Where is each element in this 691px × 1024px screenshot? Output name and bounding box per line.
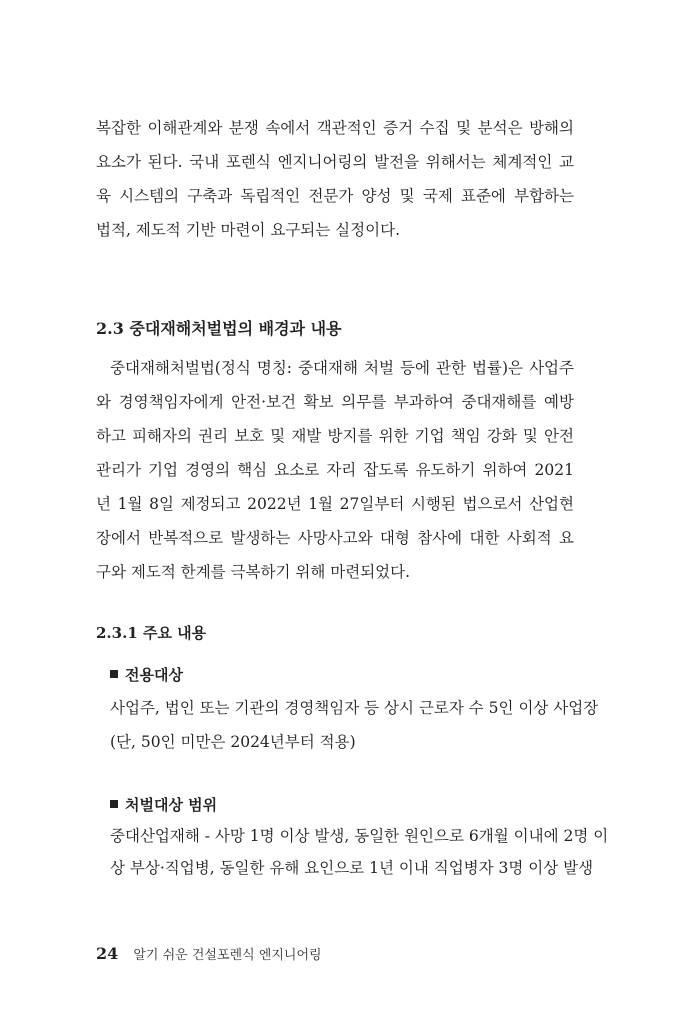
bullet-text-line: 사업주, 법인 또는 기관의 경영책임자 등 상시 근로자 수 5인 이상 사업장 (110, 699, 599, 717)
paragraph-line: 관리가 기업 경영의 핵심 요소로 자리 잡도록 유도하기 위하여 2021 (96, 461, 574, 479)
paragraph-line: 년 1월 8일 제정되고 2022년 1월 27일부터 시행된 법으로서 산업현 (96, 495, 574, 513)
bullet-text-line: 상 부상·직업병, 동일한 유해 요인으로 1년 이내 직업병자 3명 이상 발생 (110, 859, 594, 877)
paragraph-line: 육 시스템의 구축과 독립적인 전문가 양성 및 국제 표준에 부합하는 (96, 187, 574, 205)
page-footer (96, 944, 322, 963)
section-heading-2-3: 2.3 중대재해처벌법의 배경과 내용 (96, 319, 342, 338)
bullet-text-line: 중대산업재해 - 사망 1명 이상 발생, 동일한 원인으로 6개월 이내에 2명 이 (110, 827, 609, 845)
square-bullet-icon (110, 670, 118, 678)
bullet-heading (110, 794, 217, 815)
paragraph-line: 와 경영책임자에게 안전·보건 확보 의무를 부과하여 중대재해를 예방 (96, 393, 574, 411)
bullet-heading-label: 처벌대상 범위 (125, 796, 218, 814)
square-bullet-icon (110, 800, 118, 808)
bullet-text-line: (단, 50인 미만은 2024년부터 적용) (110, 733, 356, 751)
bullet-heading-label: 전용대상 (125, 666, 183, 684)
paragraph-line: 장에서 반복적으로 발생하는 사망사고와 대형 참사에 대한 사회적 요 (96, 529, 574, 547)
bullet-heading (110, 664, 183, 685)
paragraph-line: 요소가 된다. 국내 포렌식 엔지니어링의 발전을 위해서는 체계적인 교 (96, 153, 574, 171)
paragraph-line: 구와 제도적 한계를 극복하기 위해 마련되었다. (96, 563, 411, 581)
paragraph-line: 중대재해처벌법(정식 명칭: 중대재해 처벌 등에 관한 법률)은 사업주 (110, 359, 574, 377)
paragraph-line: 하고 피해자의 권리 보호 및 재발 방지를 위한 기업 책임 강화 및 안전 (96, 427, 574, 445)
section-heading-2-3-1: 2.3.1 주요 내용 (96, 624, 207, 642)
paragraph-line: 복잡한 이해관계와 분쟁 속에서 객관적인 증거 수집 및 분석은 방해의 (96, 119, 574, 137)
page-number: 24 (96, 944, 119, 963)
paragraph-line: 법적, 제도적 기반 마련이 요구되는 실정이다. (96, 221, 401, 239)
book-title: 알기 쉬운 건설포렌식 엔지니어링 (133, 948, 322, 963)
